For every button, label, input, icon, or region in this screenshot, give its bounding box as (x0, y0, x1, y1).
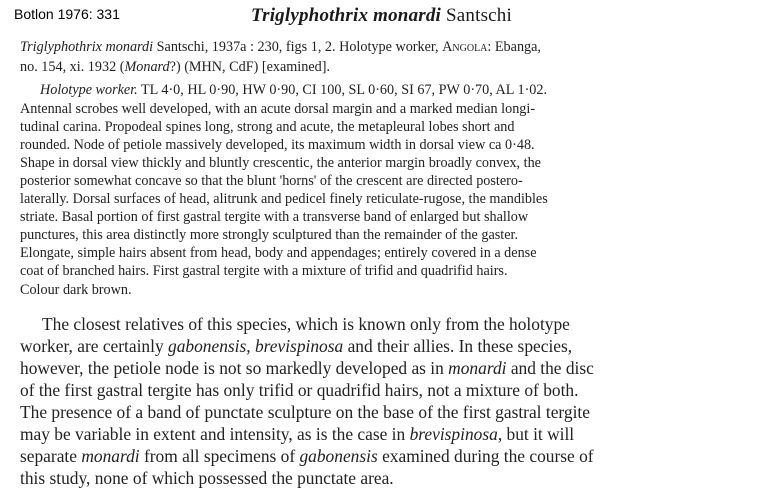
citation-line-2 (20, 59, 330, 76)
citation-collector: Monard (124, 59, 170, 75)
discussion-species: brevispinosa (409, 424, 498, 444)
discussion-text: and their allies. In these species, (343, 336, 573, 356)
discussion-line-2 (20, 336, 572, 357)
discussion-species: monardi (81, 446, 140, 466)
description-line: Antennal scrobes well developed, with an acute dorsal margin and a marked median longi- (20, 101, 536, 117)
description-measurements: TL 4·0, HL 0·90, HW 0·90, CI 100, SL 0·60, SI 67, PW 0·70, AL 1·02. (137, 82, 548, 98)
species-name: Triglyphothrix monardi (251, 5, 442, 26)
citation-date: no. 154, xi. 1932 ( (20, 59, 125, 75)
citation-locality: : Ebanga, (487, 39, 541, 55)
description-line: laterally. Dorsal surfaces of head, alitrunk and pedicel finely reticulate-rugose, the mandibles (20, 191, 548, 207)
discussion-line-7 (20, 446, 594, 467)
discussion-line-4: of the first gastral tergite has only trifid or quadrifid hairs, not a mixture of both. (20, 380, 579, 400)
discussion-line-5: The presence of a band of punctate sculpture on the base of the first gastral tergite (20, 402, 590, 422)
description-lead: Holotype worker. (40, 82, 138, 98)
discussion-text: however, the petiole node is not so markedly developed as in (20, 358, 449, 378)
description-line: Shape in dorsal view thickly and bluntly crescentic, the anterior margin broadly convex, the (20, 155, 541, 171)
discussion-species: gabonensis, brevispinosa (168, 336, 344, 356)
description-line: posterior somewhat concave so that the blunt 'horns' of the crescent are directed postero- (20, 173, 523, 189)
discussion-text: examined during the course of (377, 446, 594, 466)
species-author-text: Santschi (446, 5, 512, 26)
species-heading (0, 5, 763, 27)
description-line: punctures, this area distinctly more strongly sculptured than the remainder of the gaster. (20, 227, 518, 243)
description-line: Colour dark brown. (20, 282, 132, 298)
citation-country: Angola (442, 39, 488, 55)
description-line-1 (40, 82, 547, 99)
description-line: rounded. Node of petiole massively developed, its maximum width in dorsal view ca 0·48. (20, 137, 535, 153)
citation-text: Santschi, 1937a : 230, figs 1, 2. Holotype worker, (153, 39, 443, 55)
discussion-line-6 (20, 424, 574, 445)
discussion-text: separate (20, 446, 82, 466)
description-line: tudinal carina. Propodeal spines long, strong and acute, the metapleural lobes short and (20, 119, 515, 135)
description-line: coat of branched hairs. First gastral tergite with a mixture of trifid and quadrifid hairs. (20, 263, 508, 279)
description-line: striate. Basal portion of first gastral tergite with a transverse band of enlarged but shallow (20, 209, 529, 225)
discussion-text: and the disc (506, 358, 594, 378)
description-line: Elongate, simple hairs absent from head, body and appendages; entirely covered in a dense (20, 245, 537, 261)
discussion-text: , but it will (497, 424, 575, 444)
source-label: Botlon 1976: 331 (14, 6, 120, 22)
discussion-line-8: this study, none of which possessed the punctate area. (20, 468, 394, 488)
citation-deposit: ?) (MHN, CdF) [examined]. (169, 59, 330, 75)
discussion-line-1: The closest relatives of this species, which is known only from the holotype (42, 314, 570, 334)
discussion-species: monardi (448, 358, 507, 378)
citation-name: Triglyphothrix monardi (20, 39, 154, 55)
discussion-line-3 (20, 358, 594, 379)
discussion-text: may be variable in extent and intensity, as is the case in (20, 424, 410, 444)
citation-line-1 (20, 39, 541, 56)
discussion-text: worker, are certainly (20, 336, 169, 356)
discussion-text: from all specimens of (139, 446, 300, 466)
discussion-species: gabonensis (299, 446, 378, 466)
